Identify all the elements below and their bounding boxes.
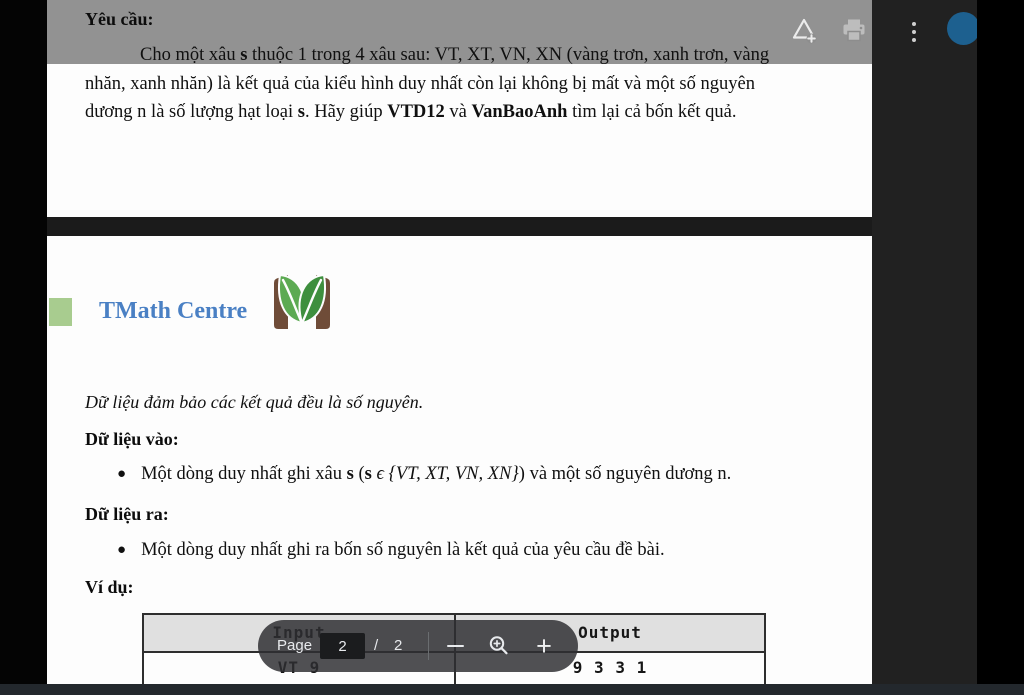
input-section-heading: Dữ liệu vào: [85,429,179,449]
user-avatar[interactable] [947,12,980,45]
print-icon[interactable] [841,18,867,48]
page-gap [47,217,872,236]
screen-right-edge [977,0,1024,695]
page-separator: / [374,637,379,654]
pill-divider [428,632,429,660]
data-guarantee-note: Dữ liệu đảm bảo các kết quả đều là số nguyên. [85,392,424,412]
page-total: 2 [394,637,403,654]
zoom-in-button[interactable] [526,620,562,672]
zoom-fit-button[interactable] [482,620,516,672]
page-label: Page [277,637,313,654]
logo-green-square [49,298,72,326]
bottom-system-strip [0,684,1024,695]
bullet-icon: ● [117,542,127,558]
zoom-out-button[interactable] [440,620,470,672]
output-section-heading: Dữ liệu ra: [85,504,169,524]
page-navigation-pill [258,620,578,672]
doc-heading-requirement: Yêu cầu: [85,9,154,29]
document-page-1 [47,0,872,217]
table-cell-output-value: 9 3 3 1 [454,653,764,687]
overflow-menu-icon[interactable] [906,17,922,47]
zoom-in-icon: + [536,630,552,661]
output-bullet-item: ● Một dòng duy nhất ghi ra bốn số nguyên là kết quả của yêu cầu đề bài. [117,540,665,560]
paragraph-line-1: Cho một xâu s thuộc 1 trong 4 xâu sau: VT, XT, VN, XN (vàng trơn, xanh trơn, vàng [140,45,770,65]
logo-text: TMath Centre [99,298,248,324]
example-section-heading: Ví dụ: [85,577,134,597]
tmath-m-logo-icon [266,261,338,338]
page-number-input[interactable] [320,633,365,659]
input-bullet-item: ● Một dòng duy nhất ghi xâu s (s ϵ {VT, XT, VN, XN}) và một số nguyên dương n. [117,464,732,484]
paragraph-line-2: nhăn, xanh nhăn) là kết quả của kiểu hình duy nhất còn lại không bị mất và một số nguyên [85,74,755,94]
zoom-out-icon [447,645,464,648]
paragraph-line-3: dương n là số lượng hạt loại s. Hãy giúp VTD12 và VanBaoAnh tìm lại cả bốn kết quả. [85,102,737,122]
zoom-magnifier-icon [487,634,511,658]
add-to-drive-icon[interactable] [791,16,817,49]
table-header-output: Output [454,615,764,651]
bullet-icon: ● [117,466,127,482]
